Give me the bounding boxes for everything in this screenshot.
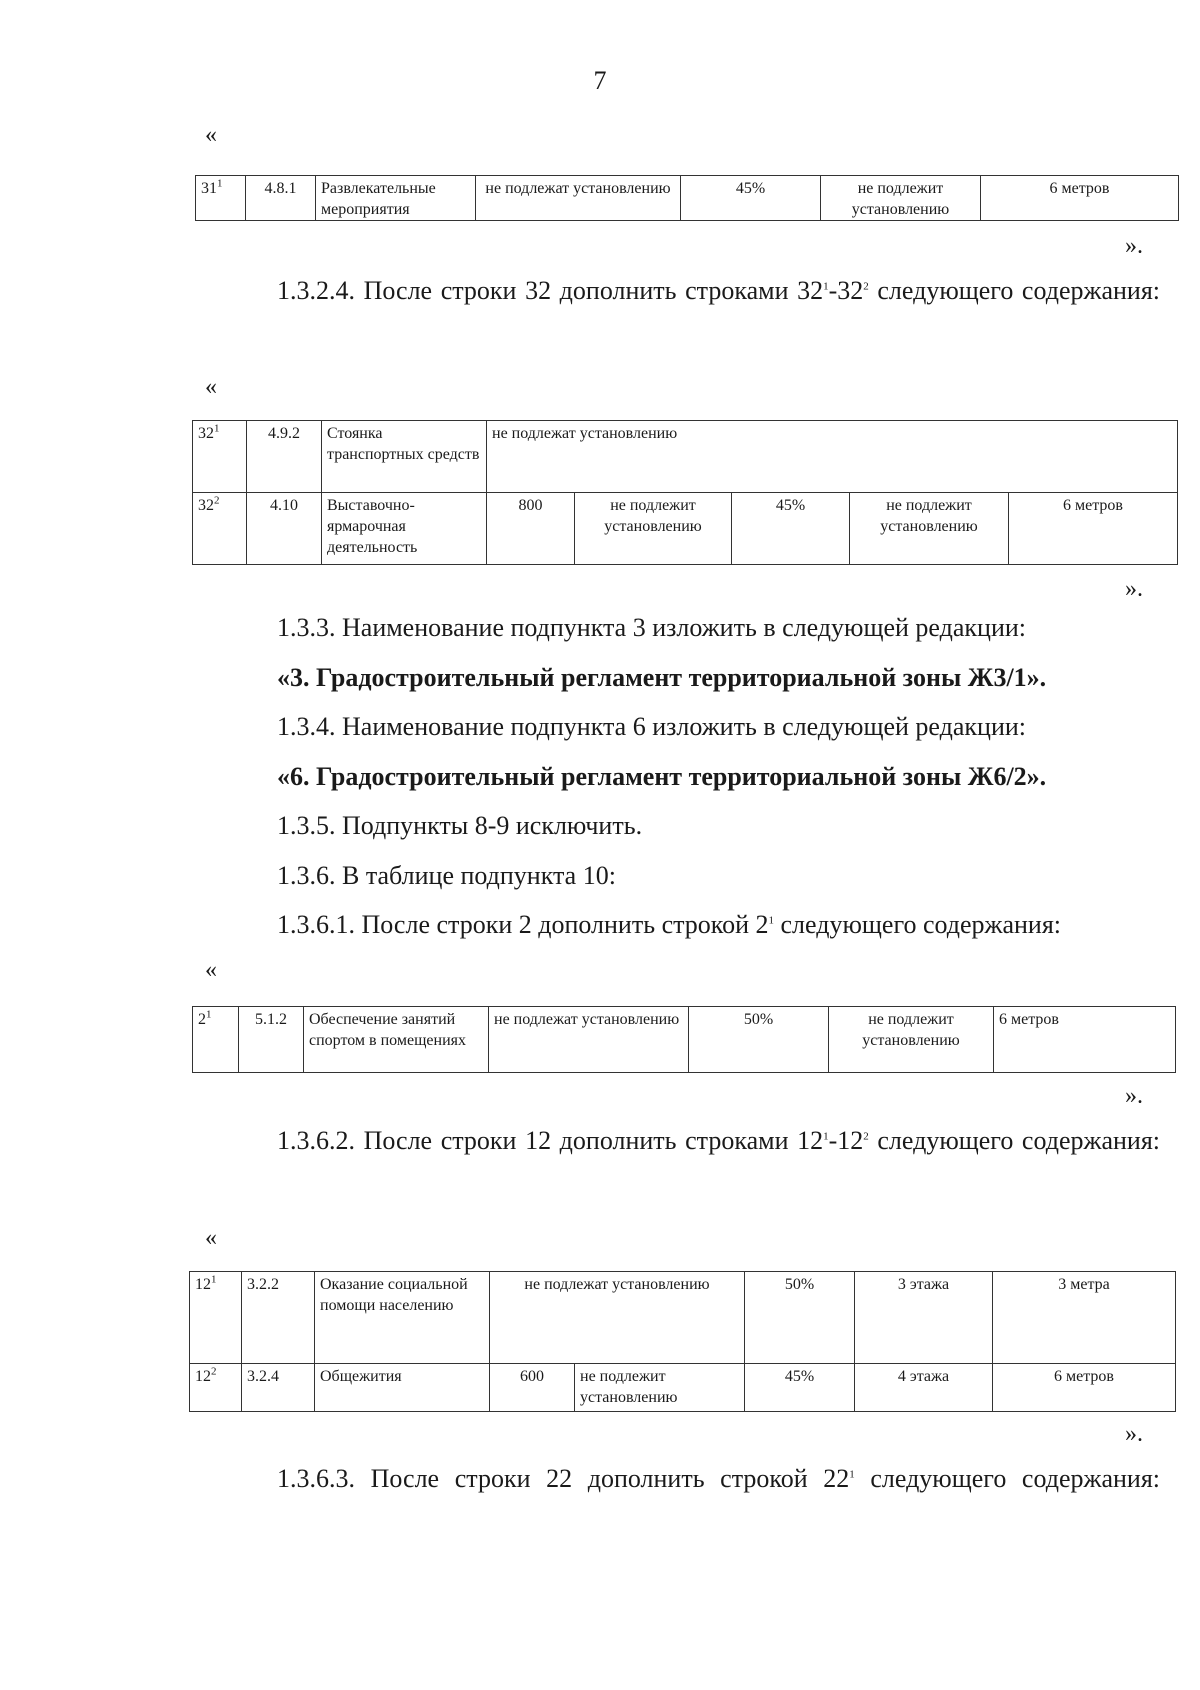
row-name: Оказание социальной помощи населению	[315, 1272, 490, 1364]
cell-value: 6 метров	[993, 1364, 1176, 1412]
cell-value: 50%	[745, 1272, 855, 1364]
table-row-2-1	[192, 1006, 1176, 1073]
cell-value: 600	[490, 1364, 575, 1412]
row-code: 4.9.2	[247, 421, 322, 493]
quote-open: «	[205, 374, 217, 400]
paragraph-1-3-6: 1.3.6. В таблице подпункта 10:	[277, 861, 616, 890]
table-row	[193, 1007, 1176, 1073]
row-code: 5.1.2	[239, 1007, 304, 1073]
paragraph-1-3-3: 1.3.3. Наименование подпункта 3 изложить в следующей редакции:	[277, 613, 1026, 642]
cell-value: не подлежит установлению	[575, 493, 732, 565]
paragraph-zone-3: «3. Градостроительный регламент территориальной зоны Ж3/1».	[277, 663, 1047, 692]
row-code: 3.2.4	[242, 1364, 315, 1412]
table-row	[196, 176, 1179, 221]
cell-value: не подлежит установлению	[821, 176, 981, 221]
page-number: 7	[593, 66, 607, 95]
table-row	[190, 1272, 1176, 1364]
cell-value: 6 метров	[981, 176, 1179, 221]
row-number: $12^2$	[190, 1364, 242, 1412]
cell-value: не подлежат установлению	[489, 1007, 689, 1073]
paragraph-1-3-5: 1.3.5. Подпункты 8-9 исключить.	[277, 811, 643, 840]
cell-value: 50%	[689, 1007, 829, 1073]
paragraph-1-3-6-2: 1.3.6.2. После строки 12 дополнить строками $12^1-12^2$ следующего содержания:	[277, 1126, 1160, 1155]
cell-value: не подлежит установлению	[575, 1364, 745, 1412]
row-number: $12^1$	[190, 1272, 242, 1364]
quote-open: «	[205, 957, 217, 983]
quote-open: «	[205, 122, 217, 148]
cell-value: 800	[487, 493, 575, 565]
table-row	[193, 421, 1178, 493]
row-name: Выставочно-ярмарочная деятельность	[322, 493, 487, 565]
table-row-31-1	[195, 175, 1179, 221]
cell-value: 45%	[745, 1364, 855, 1412]
table-row	[193, 493, 1178, 565]
row-name: Обеспечение занятий спортом в помещениях	[304, 1007, 489, 1073]
table-row	[190, 1364, 1176, 1412]
quote-close: ».	[1125, 576, 1143, 602]
cell-value: 6 метров	[994, 1007, 1176, 1073]
row-code: 3.2.2	[242, 1272, 315, 1364]
paragraph-1-3-2-4: 1.3.2.4. После строки 32 дополнить строками $32^1-32^2$ следующего содержания:	[277, 276, 1160, 305]
cell-value: не подлежит установлению	[829, 1007, 994, 1073]
cell-value: 3 метра	[993, 1272, 1176, 1364]
row-number: $31^1$	[196, 176, 246, 221]
paragraph-1-3-4: 1.3.4. Наименование подпункта 6 изложить в следующей редакции:	[277, 712, 1026, 741]
quote-close: ».	[1125, 1083, 1143, 1109]
cell-value: 45%	[681, 176, 821, 221]
cell-value-merged: не подлежат установлению	[490, 1272, 745, 1364]
cell-value-merged: не подлежат установлению	[487, 421, 1178, 493]
quote-close: ».	[1125, 233, 1143, 259]
row-name: Стоянка транспортных средств	[322, 421, 487, 493]
cell-value: 4 этажа	[855, 1364, 993, 1412]
row-number: $2^1$	[193, 1007, 239, 1073]
cell-value: 6 метров	[1009, 493, 1178, 565]
row-number: $32^1$	[193, 421, 247, 493]
row-number: $32^2$	[193, 493, 247, 565]
cell-value: 3 этажа	[855, 1272, 993, 1364]
cell-value: 45%	[732, 493, 850, 565]
row-name: Развлекательные мероприятия	[316, 176, 476, 221]
row-name: Общежития	[315, 1364, 490, 1412]
table-rows-12	[189, 1271, 1176, 1412]
paragraph-1-3-6-3: 1.3.6.3. После строки 22 дополнить строкой $22^1$ следующего содержания:	[277, 1464, 1161, 1493]
quote-close: ».	[1125, 1421, 1143, 1447]
table-rows-32	[192, 420, 1178, 565]
row-code: 4.8.1	[246, 176, 316, 221]
quote-open: «	[205, 1225, 217, 1251]
cell-value: не подлежит установлению	[850, 493, 1009, 565]
row-code: 4.10	[247, 493, 322, 565]
cell-value: не подлежат установлению	[476, 176, 681, 221]
paragraph-zone-6: «6. Градостроительный регламент территориальной зоны Ж6/2».	[277, 762, 1047, 791]
paragraph-1-3-6-1: 1.3.6.1. После строки 2 дополнить строкой $2^1$ следующего содержания:	[277, 910, 1062, 939]
